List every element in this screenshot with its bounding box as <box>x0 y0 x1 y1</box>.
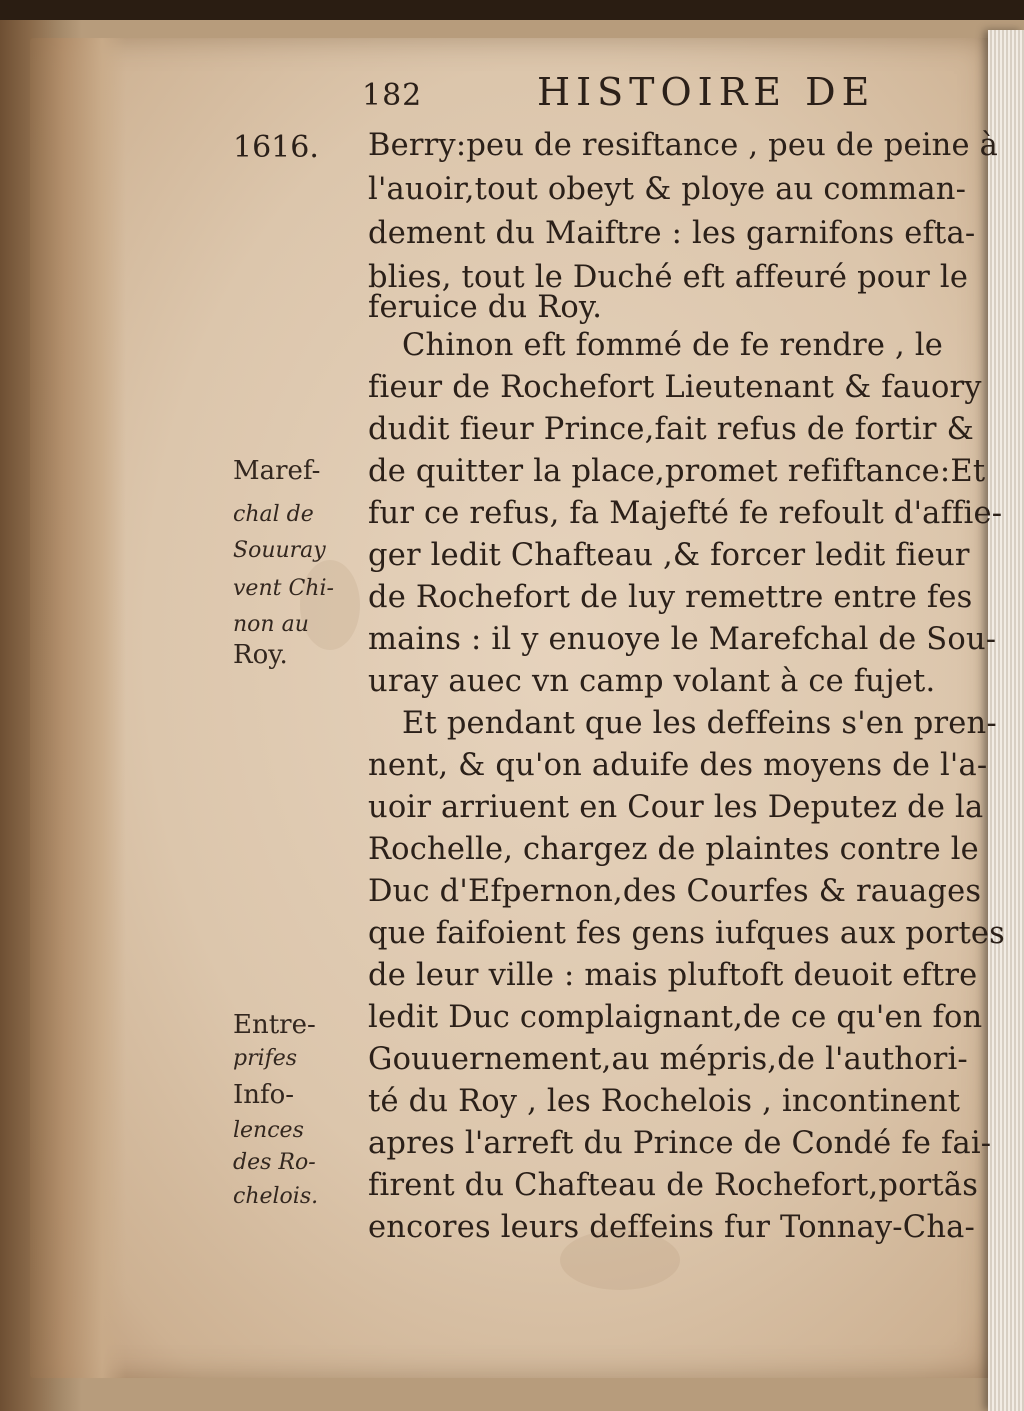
body-line: que faifoient fes gens iufques aux portes <box>368 916 1006 951</box>
page-gutter <box>30 38 126 1378</box>
body-line: Gouuernement,au mépris,de l'authori- <box>368 1042 968 1077</box>
margin-note-marechal: Maref- <box>233 456 321 486</box>
margin-note-entreprises: des Ro- <box>233 1150 316 1175</box>
margin-note-entreprises: Info- <box>233 1080 295 1110</box>
body-line: fieur de Rochefort Lieutenant & fauory <box>368 370 982 405</box>
body-line: l'auoir,tout obeyt & ploye au comman- <box>368 172 967 207</box>
body-line: encores leurs deffeins fur Tonnay-Cha- <box>368 1210 976 1245</box>
margin-note-entreprises: chelois. <box>233 1184 319 1209</box>
body-line: dement du Maiftre : les garnifons efta- <box>368 216 976 251</box>
body-line: fur ce refus, fa Majefté fe refoult d'affie- <box>368 496 1003 531</box>
body-line: Berry:peu de resiftance , peu de peine à <box>368 128 999 163</box>
body-line: Duc d'Efpernon,des Courfes & rauages <box>368 874 982 909</box>
body-line: mains : il y enuoye le Marefchal de Sou- <box>368 622 997 657</box>
paper-stain <box>300 560 360 650</box>
body-line: Et pendant que les deffeins s'en pren- <box>402 706 997 741</box>
margin-note-marechal: non au <box>233 612 309 637</box>
body-line: de quitter la place,promet refiftance:Et <box>368 454 986 489</box>
body-line: firent du Chafteau de Rochefort,portãs <box>368 1168 979 1203</box>
body-line: Chinon eft fommé de fe rendre , le <box>402 328 944 363</box>
body-line: apres l'arreft du Prince de Condé fe fai- <box>368 1126 992 1161</box>
body-line: feruice du Roy. <box>368 290 603 325</box>
body-line: ger ledit Chafteau ,& forcer ledit fieur <box>368 538 970 573</box>
body-line: de Rochefort de luy remettre entre fes <box>368 580 973 615</box>
running-head: HISTOIRE DE <box>537 70 876 114</box>
body-line: dudit fieur Prince,fait refus de fortir & <box>368 412 974 447</box>
body-line: té du Roy , les Rochelois , incontinent <box>368 1084 961 1119</box>
margin-note-marechal: vent Chi- <box>233 576 334 601</box>
body-line: uoir arriuent en Cour les Deputez de la <box>368 790 984 825</box>
body-line: ledit Duc complaignant,de ce qu'en fon <box>368 1000 983 1035</box>
margin-note-marechal: chal de <box>233 502 314 527</box>
body-line: de leur ville : mais pluftoft deuoit eftre <box>368 958 978 993</box>
body-line: uray auec vn camp volant à ce fujet. <box>368 664 936 699</box>
year-marginal: 1616. <box>233 130 319 165</box>
margin-note-entreprises: Entre- <box>233 1010 316 1040</box>
margin-note-marechal: Roy. <box>233 640 288 670</box>
body-line: blies, tout le Duché eft affeuré pour le <box>368 260 969 295</box>
margin-note-marechal: Souuray <box>233 538 326 563</box>
page-number: 182 <box>362 78 423 113</box>
margin-note-entreprises: prifes <box>233 1046 298 1071</box>
body-line: nent, & qu'on aduife des moyens de l'a- <box>368 748 988 783</box>
body-line: Rochelle, chargez de plaintes contre le <box>368 832 979 867</box>
margin-note-entreprises: lences <box>233 1118 304 1143</box>
